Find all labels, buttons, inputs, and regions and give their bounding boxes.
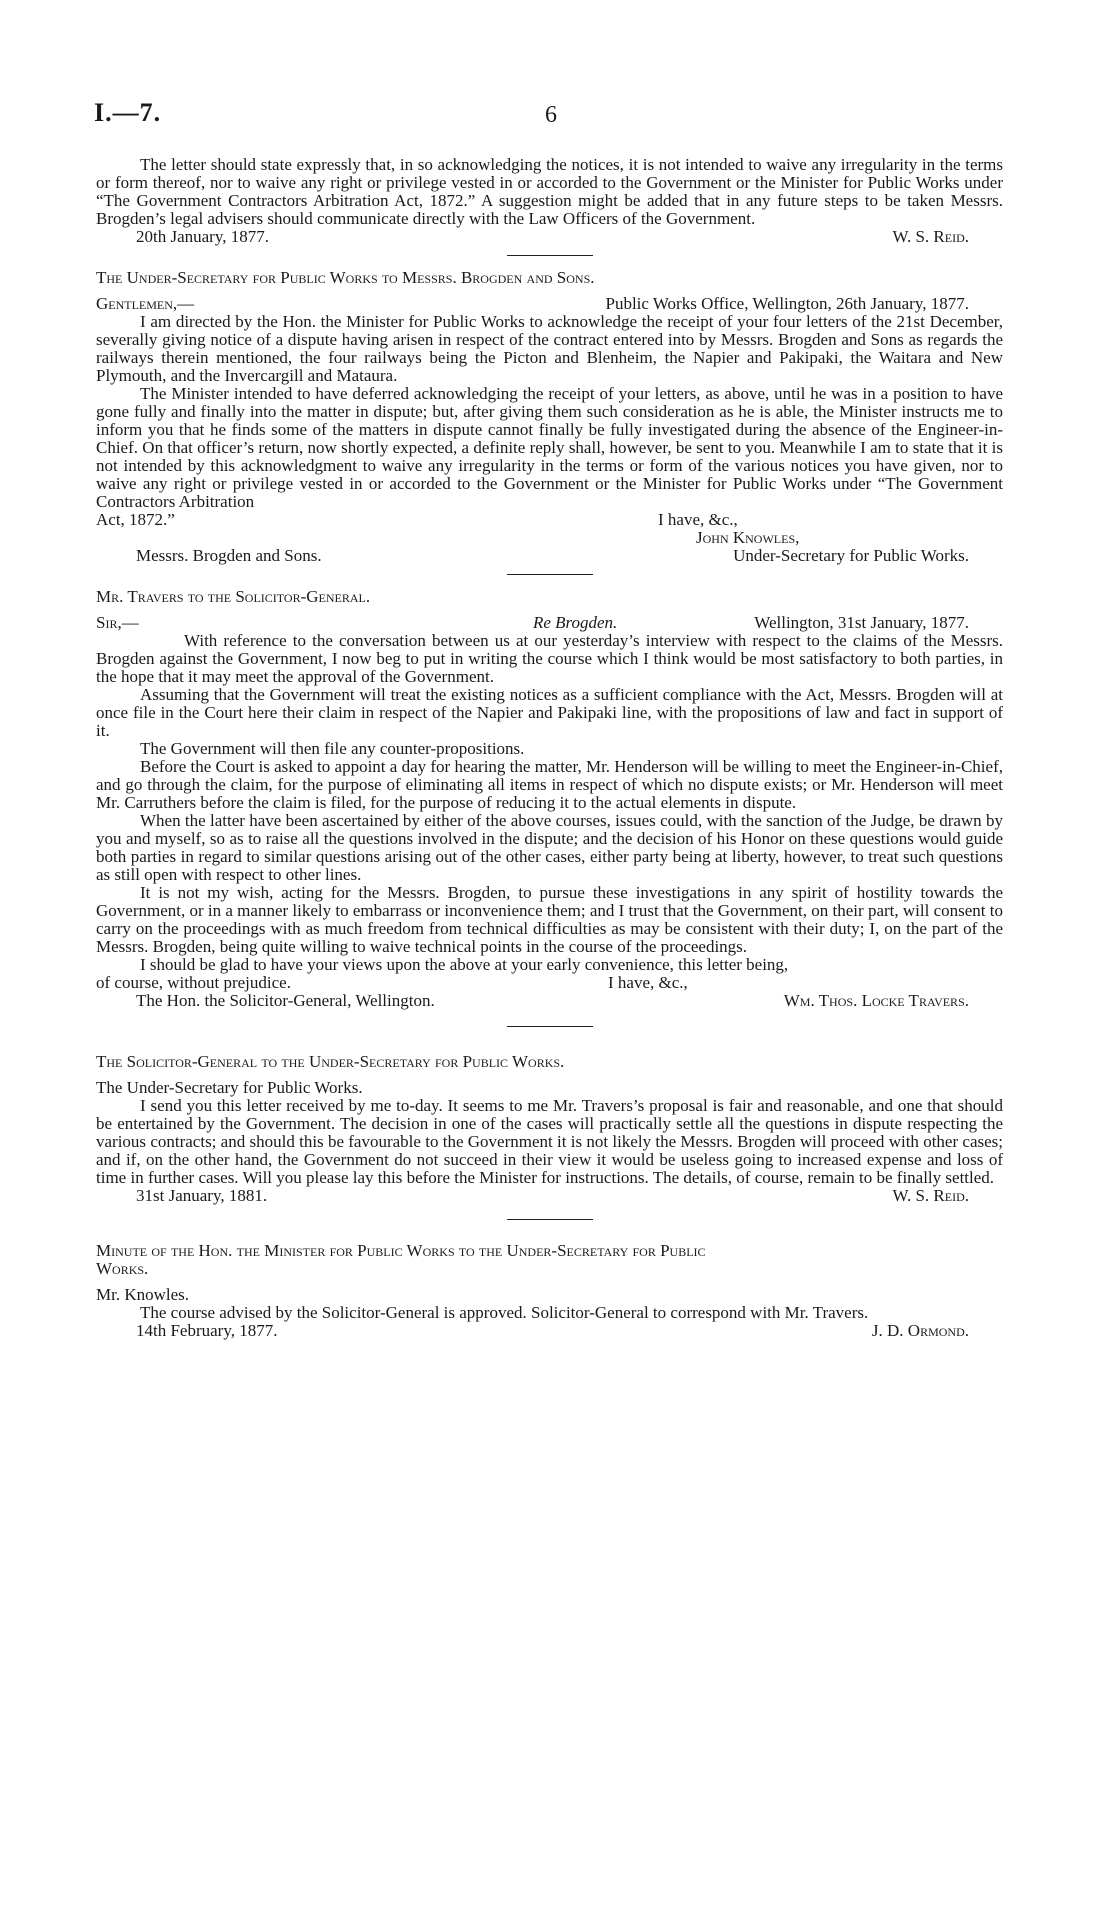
minute-heading-line1: Minute of the Hon. the Minister for Public Works to the Under-Secretary for Public — [96, 1241, 706, 1260]
letter3-heading: The Solicitor-General to the Under-Secretary for Public Works. — [96, 1052, 565, 1071]
letter1-closing-line — [96, 511, 1003, 529]
letter2-para1: With reference to the conversation between us at our yesterday’s interview with respect to the claims of the Messrs. Brogden against the Government, I now beg to put in writing the course which I think would be most satisfactory to both parties, in the hope that it may meet the approval of the Government. — [96, 631, 1003, 686]
letter1-para1: I am directed by the Hon. the Minister for Public Works to acknowledge the receipt of your four letters of the 21st December, severally giving notice of a dispute having arisen in respect of the contract entered into by Messrs. Brogden and Sons as regards the railways therein mentioned, the four railways being the Picton and Blenheim, the Napier and Pakipaki, the Waitara and New Plymouth, and the Invercargill and Mataura. — [96, 312, 1003, 385]
letter1-place-date: Public Works Office, Wellington, 26th January, 1877. — [605, 294, 969, 313]
letter3-dateline — [96, 1187, 1003, 1205]
divider-rule — [507, 255, 593, 256]
section1-dateline — [96, 228, 1003, 246]
page-number: 6 — [545, 102, 557, 128]
letter2-para7: I should be glad to have your views upon the above at your early convenience, this letter being, — [140, 955, 789, 974]
letter2-signer: Wm. Thos. Locke Travers. — [783, 991, 969, 1010]
minute-addressee: Mr. Knowles. — [96, 1285, 190, 1304]
minute-dateline — [96, 1322, 1003, 1340]
letter2-heading: Mr. Travers to the Solicitor-General. — [96, 587, 371, 606]
minute-date: 14th February, 1877. — [136, 1321, 278, 1340]
divider-rule — [507, 1219, 593, 1220]
letter1-heading: The Under-Secretary for Public Works to Messrs. Brogden and Sons. — [96, 268, 595, 287]
letter2-para5: When the latter have been ascertained by either of the above courses, issues could, with the sanction of the Judge, be drawn by you and myself, so as to raise all the questions involved in the dispute; and the decision of his Honor on these questions would guide both parties in regard to similar questions arising out of the other cases, either party being at liberty, however, to treat such questions as still open with respect to other lines. — [96, 811, 1003, 884]
letter1-signer: John Knowles, — [696, 528, 800, 547]
section1-body: The letter should state expressly that, in so acknowledging the notices, it is not intended to waive any irregularity in the terms or form thereof, nor to waive any right or privilege vested in or accorded to the Government or the Minister for Public Works under “The Government Contractors Arbitration Act, 1872.” A suggestion might be added that in any future steps to be taken Messrs. Brogden’s legal advisers should communicate directly with the Law Officers of the Government. — [96, 155, 1003, 228]
letter2-re: Re Brogden. — [532, 613, 618, 632]
divider-rule — [507, 1026, 593, 1027]
letter1-signer-title: Under-Secretary for Public Works. — [733, 546, 969, 565]
parliamentary-paper-reference: I.—7. — [94, 98, 162, 127]
section1-date: 20th January, 1877. — [136, 227, 269, 246]
minute-para1: The course advised by the Solicitor-General is approved. Solicitor-General to correspond with Mr. Travers. — [140, 1303, 869, 1322]
letter1-para2: The Minister intended to have deferred acknowledging the receipt of your letters, as above, until he was in a position to have gone fully and finally into the matter in dispute; but, after giving them such consideration as he is able, the Minister instructs me to inform you that he finds some of the matters in dispute cannot finally be fully investigated during the absence of the Engineer-in-Chief. On that officer’s return, now shortly expected, a definite reply shall, however, be sent to you. Meanwhile I am to state that it is not intended by this acknowledgment to waive any irregularity in the terms or form of the various notices you have given, nor to waive any right or privilege vested in or accorded to the Government or the Minister for Public Works under “The Government Contractors Arbitration — [96, 384, 1003, 511]
letter3-para1: I send you this letter received by me to-day. It seems to me Mr. Travers’s proposal is fair and reasonable, and one that should be entertained by the Government. The decision in one of the cases will practically settle all the questions in dispute respecting the various contracts; and should this be favourable to the Government it is not likely the Messrs. Brogden will proceed with other cases; and if, on the other hand, the Government do not succeed in their view it would be useless going to increased expense and loss of time in further cases. Will you please lay this before the Minister for instructions. The details, of course, remain to be finally settled. — [96, 1096, 1003, 1187]
letter3-addressee: The Under-Secretary for Public Works. — [96, 1078, 363, 1097]
minute-heading-line2: Works. — [96, 1259, 149, 1278]
letter2-para4: Before the Court is asked to appoint a day for hearing the matter, Mr. Henderson will be willing to meet the Engineer-in-Chief, and go through the claim, for the purpose of eliminating all items in respect of which no dispute exists; or Mr. Henderson will meet Mr. Carruthers before the claim is filed, for the purpose of reducing it to the actual elements in dispute. — [96, 757, 1003, 812]
letter1-salutation: Gentlemen,— — [96, 294, 195, 313]
letter1-addressee: Messrs. Brogden and Sons. — [136, 546, 322, 565]
letter2-addressee: The Hon. the Solicitor-General, Wellington. — [136, 991, 435, 1010]
text-column — [96, 156, 1003, 1340]
letter2-para6: It is not my wish, acting for the Messrs. Brogden, to pursue these investigations in any spirit of hostility towards the Government, or in a manner likely to embarrass or inconvenience them; and I trust that the Government, on their part, will consent to carry on the proceedings with as much freedom from technical difficulties as may be consistent with their duty; I, on the part of the Messrs. Brogden, being quite willing to waive technical points in the course of the proceedings. — [96, 883, 1003, 956]
letter2-salutation-line — [96, 614, 1003, 632]
letter1-addressee-line — [96, 547, 1003, 565]
divider-rule — [507, 574, 593, 575]
letter2-place-date: Wellington, 31st January, 1877. — [754, 613, 969, 632]
letter2-para2: Assuming that the Government will treat the existing notices as a sufficient compliance with the Act, Messrs. Brogden will at once file in the Court here their claim in respect of the Napier and Pakipaki line, with the propositions of law and fact in support of it. — [96, 685, 1003, 740]
letter2-closing: I have, &c., — [608, 973, 688, 992]
letter2-addressee-line — [96, 992, 1003, 1010]
letter3-signer: W. S. Reid. — [892, 1186, 969, 1205]
letter2-para3: The Government will then file any counter-propositions. — [140, 739, 525, 758]
section1-signature: W. S. Reid. — [892, 227, 969, 246]
letter2-closing-line — [96, 974, 1003, 992]
letter1-closing: I have, &c., — [658, 510, 738, 529]
letter3-date: 31st January, 1881. — [136, 1186, 268, 1205]
letter2-salutation: Sir,— — [96, 613, 139, 632]
letter1-salutation-line — [96, 295, 1003, 313]
minute-signer: J. D. Ormond. — [871, 1321, 969, 1340]
letter1-para2-last: Act, 1872.” — [96, 510, 175, 529]
letter2-para7-last: of course, without prejudice. — [96, 973, 291, 992]
